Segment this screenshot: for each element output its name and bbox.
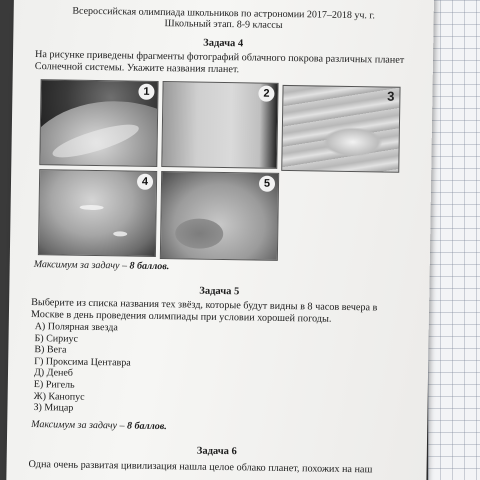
cloud-streak-4a xyxy=(80,205,104,210)
option-zh: Ж) Канопус xyxy=(33,390,85,403)
planet-photo-1 xyxy=(39,79,158,167)
task5-max-points: 8 баллов. xyxy=(126,420,167,433)
task5-text: Выберите из списка названия тех звёзд, которые будут видны в 8 часов вечера в Москве в день проведения олимпиады при условии хорошей погоды. xyxy=(30,297,378,325)
option-z: З) Мицар xyxy=(33,402,74,414)
option-e: Е) Ригель xyxy=(33,379,75,391)
task5-max-score xyxy=(31,419,167,432)
option-g: Г) Проксима Центавра xyxy=(34,355,131,369)
task4-max-score xyxy=(34,259,170,272)
option-b: Б) Сириус xyxy=(34,332,79,345)
photo-number-4: 4 xyxy=(137,174,153,190)
planet-photo-3 xyxy=(281,85,400,173)
task4-max-points: 8 баллов. xyxy=(129,260,170,273)
cloud-streak-4b xyxy=(113,231,127,236)
task5-max-prefix: Максимум за задачу – xyxy=(31,419,125,432)
planet-photo-4 xyxy=(38,169,157,257)
planet-photo-2 xyxy=(161,81,278,169)
olympiad-sheet xyxy=(6,0,434,480)
photo-number-1: 1 xyxy=(138,84,154,100)
header-line-1: Всероссийская олимпиада школьников по астрономии 2017–2018 уч. г. xyxy=(72,5,376,22)
storm-swirl-3 xyxy=(322,127,382,158)
option-v: В) Вега xyxy=(34,344,67,356)
header-line-2: Школьный этап. 8-9 классы xyxy=(164,18,283,31)
planet-photo-5 xyxy=(160,171,279,261)
task4-title: Задача 4 xyxy=(203,37,244,50)
photo-number-3: 3 xyxy=(387,88,395,104)
task5-title: Задача 5 xyxy=(199,285,240,298)
photo-number-2: 2 xyxy=(258,86,274,102)
option-d: Д) Денеб xyxy=(33,367,74,380)
task6-text: Одна очень развитая цивилизация нашла целое облако планет, похожих на наш xyxy=(28,458,373,476)
option-a: А) Полярная звезда xyxy=(34,321,118,334)
task4-max-prefix: Максимум за задачу – xyxy=(33,259,128,272)
photo-number-5: 5 xyxy=(259,176,275,192)
task4-text: На рисунке приведены фрагменты фотографий облачного покрова различных планет Солнечной системы. Укажите названия планет. xyxy=(34,49,405,76)
task5-options xyxy=(33,321,131,415)
task6-title: Задача 6 xyxy=(196,445,237,458)
dark-spot-5 xyxy=(175,218,223,249)
graph-paper xyxy=(428,0,480,480)
